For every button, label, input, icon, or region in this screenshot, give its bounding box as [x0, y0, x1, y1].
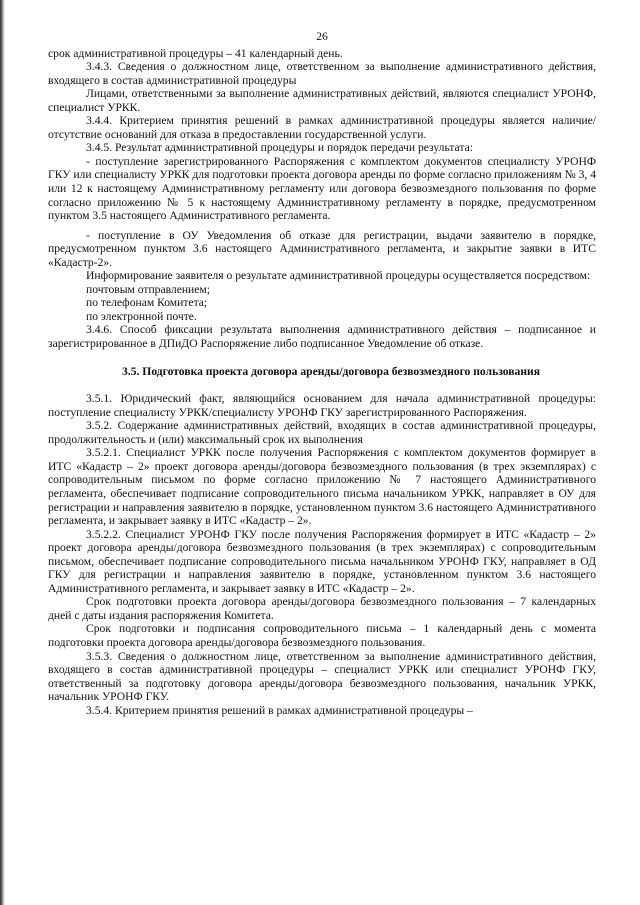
paragraph: Лицами, ответственными за выполнение административных действий, являются специалист УРОНФ, специалист УРКК.: [48, 87, 596, 114]
paragraph: срок административной процедуры – 41 календарный день.: [48, 46, 343, 60]
list-item: - поступление в ОУ Уведомления об отказе для регистрации, выдачи заявителю в порядке, предусмотренном пунктом 3.6 настоящего Административного регламента, и закрытие заявки в ИТС «Кадастр-2».: [48, 228, 596, 269]
list-item: почтовым отправлением;: [86, 282, 210, 296]
paragraph: 3.5.2.2. Специалист УРОНФ ГКУ после получения Распоряжения формирует в ИТС «Кадастр – 2» проект договора аренды/договора безвозмездного пользования (в трех экземплярах) с сопроводительным письмом, обеспечивает подписание сопроводительного письма начальником УРОНФ ГКУ, направляет в ОД ГКУ для регистрации и направления заявителю в порядке, установленном пунктом 3.6 настоящего Административного регламента, и закрывает заявку в ИТС «Кадастр – 2».: [48, 527, 596, 595]
scan-edge-shadow: [0, 0, 5, 905]
paragraph: 3.5.2. Содержание административных действий, входящих в состав административной процедуры, продолжительность и (или) максимальный срок их выполнения: [48, 419, 596, 446]
page-number: 26: [316, 30, 328, 43]
paragraph: Срок подготовки проекта договора аренды/договора безвозмездного пользования – 7 календарных дней с даты издания распоряжения Комитета.: [48, 595, 596, 622]
paragraph: 3.4.4. Критерием принятия решений в рамках административной процедуры является наличие/отсутствие оснований для отказа в предоставлении государственной услуги.: [48, 114, 596, 141]
paragraph: Срок подготовки и подписания сопроводительного письма – 1 календарный день с момента подготовки проекта договора аренды/договора безвозмездного пользования.: [48, 622, 596, 649]
paragraph: 3.5.1. Юридический факт, являющийся основанием для начала административной процедуры: поступление специалисту УРКК/специалисту УРОНФ ГКУ зарегистрированного Распоряжения.: [48, 392, 596, 419]
document-page: [48, 30, 596, 717]
paragraph: 3.4.5. Результат административной процедуры и порядок передачи результата:: [86, 141, 473, 155]
paragraph: 3.5.3. Сведения о должностном лице, ответственном за выполнение административного действия, входящего в состав административной процедуры – специалист УРКК или специалист УРОНФ ГКУ, ответственный за подготовку договора аренды/договора безвозмездного пользования, начальник УРКК, начальник УРОНФ ГКУ.: [48, 649, 596, 704]
paragraph: 3.4.6. Способ фиксации результата выполнения административного действия – подписанное и зарегистрированное в ДПиДО Распоряжение либо подписанное Уведомление об отказе.: [48, 323, 596, 351]
list-item: - поступление зарегистрированного Распоряжения с комплектом документов специалисту УРОНФ ГКУ или специалисту УРКК для подготовки проекта договора аренды по форме согласно приложениям № 3, 4 или 12 к настоящему Административному регламенту или договора безвозмездного пользования по форме согласно приложению № 5 к настоящему Административному регламенту в порядке, предусмотренном пунктом 3.5 настоящего Административного регламента.: [48, 154, 596, 223]
paragraph: Информирование заявителя о результате административной процедуры осуществляется посредством:: [86, 269, 591, 283]
list-item: по электронной почте.: [86, 309, 197, 323]
list-item: по телефонам Комитета;: [86, 296, 208, 310]
section-heading: 3.5. Подготовка проекта договора аренды/договора безвозмездного пользования: [122, 364, 540, 378]
paragraph: 3.5.2.1. Специалист УРКК после получения Распоряжения с комплектом документов формирует в ИТС «Кадастр – 2» проект договора аренды/договора безвозмездного пользования (в трех экземплярах) с сопроводительным письмом по форме согласно приложению № 7 настоящего Административного регламента, обеспечивает подписание сопроводительного письма начальником УРКК, направляет в ОУ для регистрации и направления заявителю в порядке, установленном пунктом 3.6 настоящего Административного регламента, и закрывает заявку в ИТС «Кадастр – 2».: [48, 446, 596, 528]
paragraph: 3.5.4. Критерием принятия решений в рамках административной процедуры –: [86, 703, 473, 717]
paragraph: 3.4.3. Сведения о должностном лице, ответственном за выполнение административного действия, входящего в состав административной процедуры: [48, 60, 596, 87]
